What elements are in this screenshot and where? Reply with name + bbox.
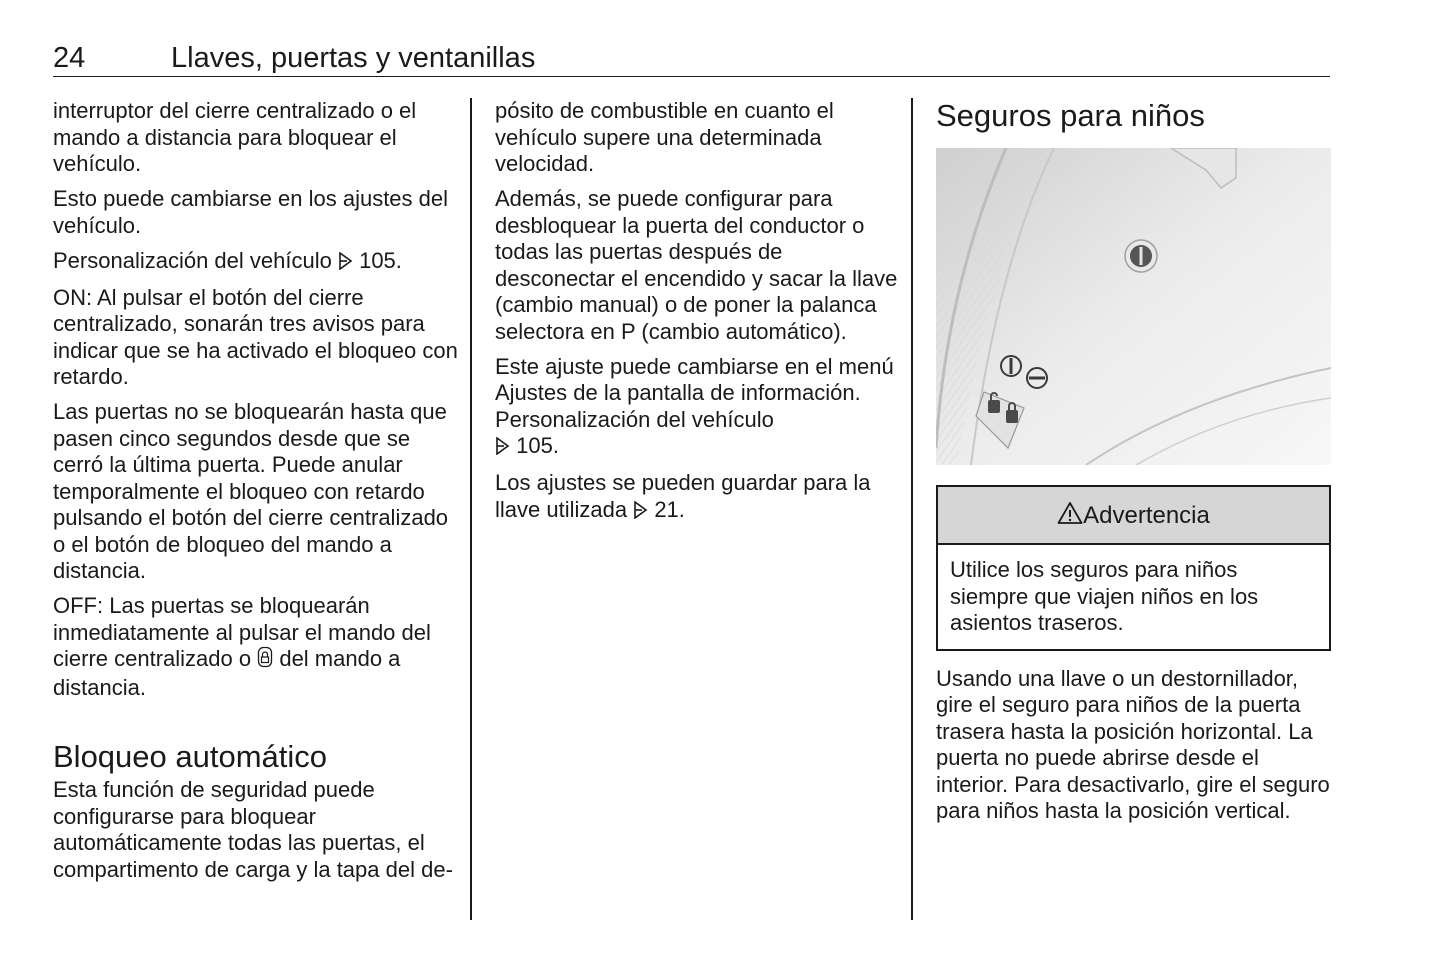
paragraph: Esto puede cambiarse en los ajustes del vehículo. bbox=[53, 186, 449, 238]
page-reference-arrow-icon bbox=[633, 499, 648, 526]
warning-triangle-icon bbox=[1057, 489, 1083, 547]
page-reference[interactable]: 105. bbox=[510, 433, 559, 458]
paragraph bbox=[53, 285, 458, 391]
column-divider-1 bbox=[470, 98, 472, 920]
paragraph-text: : Al pulsar el botón del cierre centralizado, sonarán tres avisos para indicar que se ha activado el bloqueo con retardo. bbox=[53, 284, 458, 389]
column-divider-2 bbox=[911, 98, 913, 920]
selector-position-p: P bbox=[620, 318, 636, 344]
chapter-title: Llaves, puertas y ventanillas bbox=[171, 42, 536, 74]
paragraph-text: Este ajuste puede cambiarse en el menú bbox=[495, 353, 894, 379]
paragraph: pósito de combustible en cuanto el vehículo supere una determinada velocidad. bbox=[495, 98, 834, 176]
lock-button-icon bbox=[257, 646, 273, 675]
warning-text: Utilice los seguros para niños siempre que viajen niños en los asientos traseros. bbox=[950, 557, 1259, 635]
page-number: 24 bbox=[53, 42, 86, 74]
column-2 bbox=[495, 98, 900, 534]
page-reference-arrow-icon bbox=[495, 435, 510, 462]
page-reference[interactable]: 21. bbox=[648, 496, 685, 522]
section-heading-bloqueo-automatico: Bloqueo automático bbox=[53, 739, 328, 774]
section-heading-seguros-ninos: Seguros para niños bbox=[936, 98, 1205, 133]
warning-box bbox=[936, 485, 1331, 651]
page-reference[interactable]: 105. bbox=[352, 247, 402, 273]
paragraph bbox=[53, 248, 458, 277]
column-1 bbox=[53, 98, 458, 892]
page-header bbox=[53, 38, 1330, 77]
paragraph-text: Además, se puede configurar para desbloquear la puerta del conductor o todas las puertas después de desconectar el encendido y sacar la llave (cambio manual) o de poner la palanca selectora en bbox=[495, 186, 898, 344]
paragraph bbox=[53, 593, 458, 701]
paragraph: Usando una llave o un destornillador, gire el seguro para niños de la puerta trasera hasta la posición horizontal. La puerta no puede abrirse desde el interior. Para desactivarlo, gire el seguro para niños hasta la posición vertical. bbox=[936, 665, 1330, 823]
menu-name-ajustes: Ajustes bbox=[495, 380, 568, 405]
page-reference-arrow-icon bbox=[338, 250, 353, 277]
paragraph-text: de la pantalla de información. Personalización del vehículo bbox=[495, 380, 861, 432]
child-lock-door-photo bbox=[936, 148, 1331, 465]
paragraph-text: Personalización del vehículo bbox=[53, 247, 332, 273]
paragraph: interruptor del cierre centralizado o el mando a distancia para bloquear el vehículo. bbox=[53, 98, 417, 176]
paragraph: Esta función de seguridad puede configurarse para bloquear automáticamente todas las puertas, el compartimento de carga y la tapa del de- bbox=[53, 777, 453, 882]
warning-title: Advertencia bbox=[1083, 502, 1210, 529]
paragraph bbox=[495, 470, 900, 525]
paragraph-text: Los ajustes se pueden guardar para la llave utilizada bbox=[495, 470, 871, 522]
warning-header bbox=[938, 487, 1329, 545]
column-3 bbox=[936, 96, 1331, 833]
paragraph: Las puertas no se bloquearán hasta que pasen cinco segundos desde que se cerró la última puerta. Puede anular temporalmente el bloqueo con retardo pulsando el botón del cierre centralizado o el botón de bloqueo del mando a distancia. bbox=[53, 399, 449, 583]
paragraph-text: : Las puertas se bloquearán inmediatamente al pulsar el mando del cierre centralizado o bbox=[53, 593, 431, 671]
setting-label-off: OFF bbox=[53, 593, 97, 618]
paragraph-text: (cambio automático). bbox=[635, 318, 847, 344]
paragraph-text: del mando a distancia. bbox=[53, 646, 401, 700]
setting-label-on: ON bbox=[53, 284, 86, 310]
paragraph bbox=[495, 354, 900, 462]
paragraph bbox=[495, 186, 900, 345]
